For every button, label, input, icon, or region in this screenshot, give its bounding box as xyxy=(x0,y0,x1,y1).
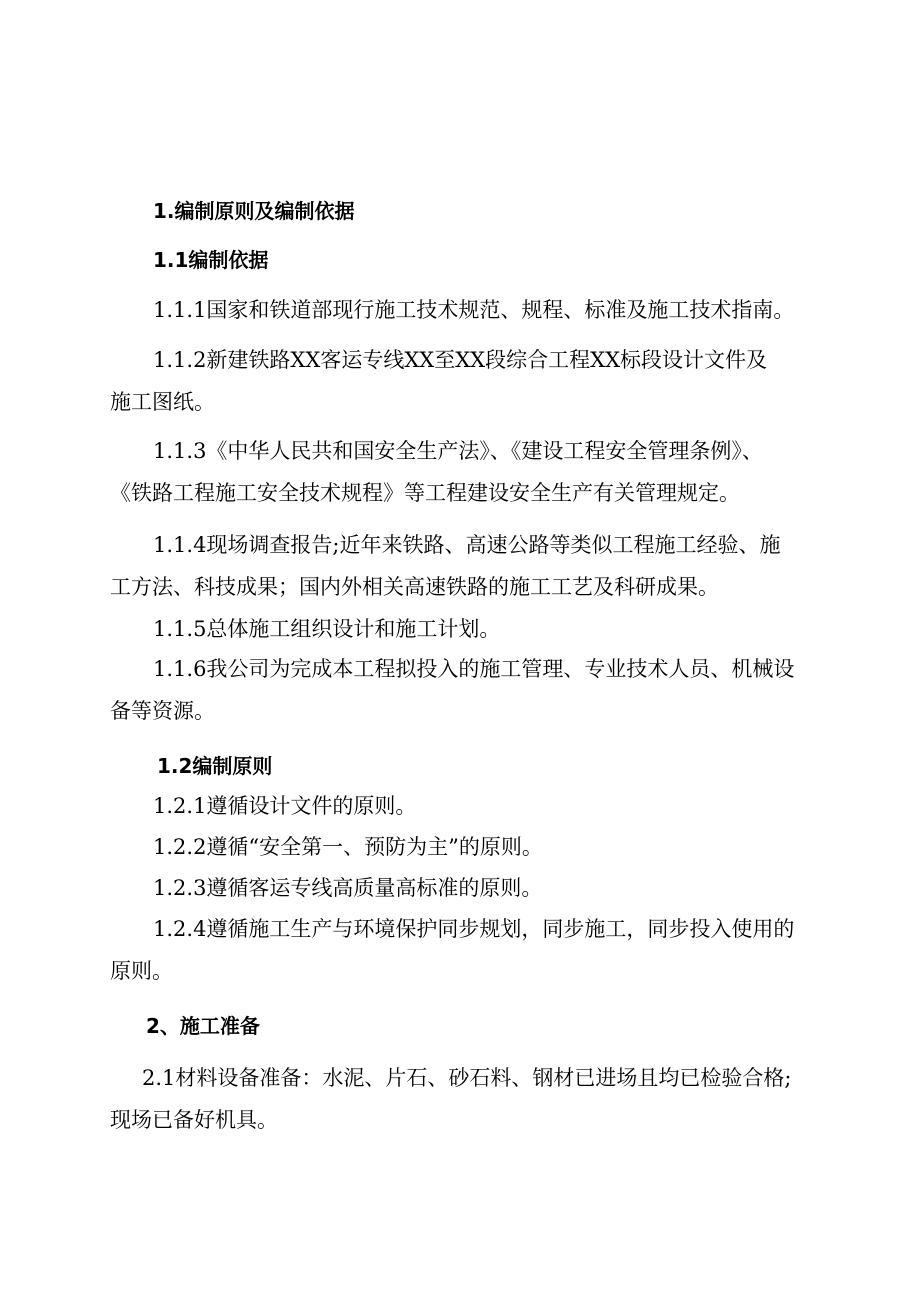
paragraph-1-2-3: 1.2.3遵循客运专线高质量高标准的原则。 xyxy=(153,876,543,900)
paragraph-1-2-2: 1.2.2遵循“安全第一、预防为主”的原则。 xyxy=(153,835,543,859)
paragraph-1-2-1: 1.2.1遵循设计文件的原则。 xyxy=(153,794,417,818)
paragraph-1-1-3-line-2: 《铁路工程施工安全技术规程》等工程建设安全生产有关管理规定。 xyxy=(110,481,740,505)
paragraph-1-1-2-line-1: 1.1.2新建铁路XX客运专线XX至XX段综合工程XX标段设计文件及 xyxy=(153,348,768,372)
paragraph-1-2-4-line-1: 1.2.4遵循施工生产与环境保护同步规划，同步施工，同步投入使用的 xyxy=(153,917,795,941)
paragraph-1-1-1: 1.1.1国家和铁道部现行施工技术规范、规程、标准及施工技术指南。 xyxy=(153,298,795,322)
section-heading-1-1: 1.1编制依据 xyxy=(153,248,269,272)
paragraph-1-1-6-line-2: 备等资源。 xyxy=(110,699,215,723)
paragraph-1-2-4-line-2: 原则。 xyxy=(110,959,173,983)
paragraph-1-1-4-line-1: 1.1.4现场调查报告;近年来铁路、高速公路等类似工程施工经验、施 xyxy=(153,533,781,557)
paragraph-2-1 xyxy=(110,1057,810,1141)
paragraph-1-1-6 xyxy=(110,648,810,732)
paragraph-2-1-line-1: 2.1材料设备准备：水泥、片石、砂石料、钢材已进场且均已检验合格; xyxy=(142,1066,792,1090)
paragraph-1-1-2 xyxy=(110,339,810,423)
paragraph-1-2-4 xyxy=(110,908,810,992)
section-heading-1: 1.编制原则及编制依据 xyxy=(153,199,355,223)
paragraph-1-1-3-line-1: 1.1.3《中华人民共和国安全生产法》、《建设工程安全管理条例》、 xyxy=(153,439,763,463)
paragraph-1-1-4 xyxy=(110,524,810,608)
section-heading-1-2: 1.2编制原则 xyxy=(157,754,273,778)
paragraph-2-1-line-2: 现场已备好机具。 xyxy=(110,1108,278,1132)
paragraph-1-1-6-line-1: 1.1.6我公司为完成本工程拟投入的施工管理、专业技术人员、机械设 xyxy=(153,657,795,681)
paragraph-1-1-3 xyxy=(110,430,810,514)
paragraph-1-1-2-line-2: 施工图纸。 xyxy=(110,390,215,414)
section-heading-2: 2、施工准备 xyxy=(146,1014,260,1038)
paragraph-1-1-5: 1.1.5总体施工组织设计和施工计划。 xyxy=(153,617,501,641)
paragraph-1-1-4-line-2: 工方法、科技成果；国内外相关高速铁路的施工工艺及科研成果。 xyxy=(110,575,719,599)
